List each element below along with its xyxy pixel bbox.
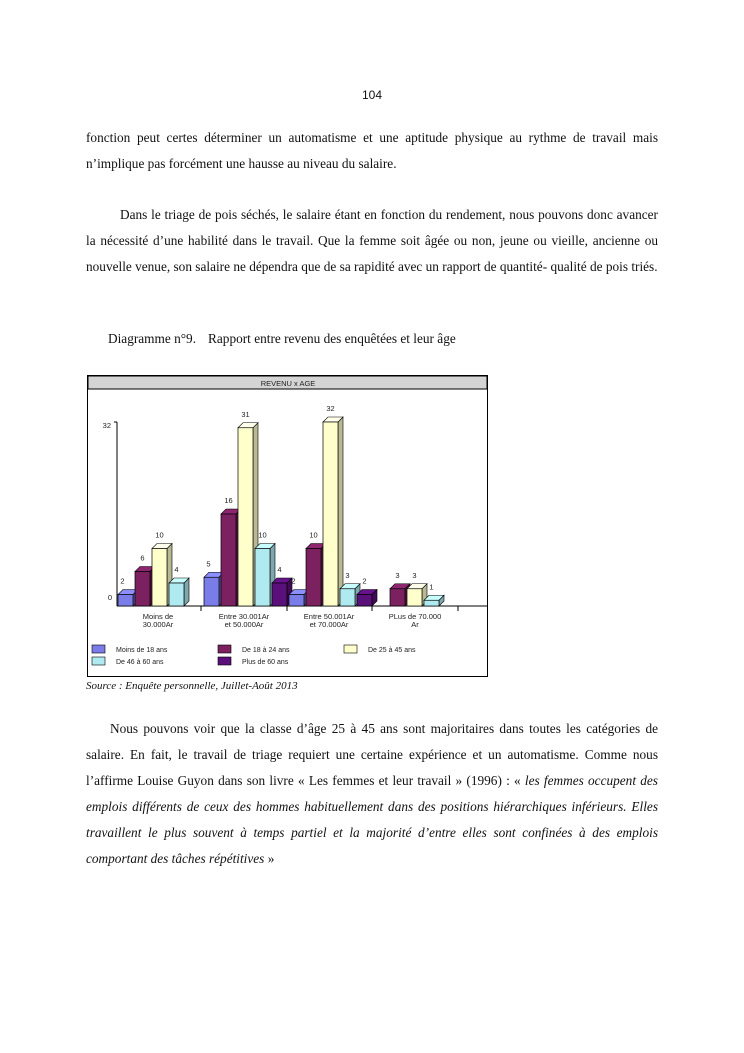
paragraph-3-text: Nous pouvons voir que la classe d’âge 25 à 45 ans sont majoritaires dans toutes les catégories de salaire. En fait, le travail de triage requiert une certaine expérience et un automatisme. Comme nous l’affirme Louise Guyon dans son livre « Les femmes et leur travail » (1996) : « xyxy=(86,721,658,788)
paragraph-2: Dans le triage de pois séchés, le salaire étant en fonction du rendement, nous pouvons donc avancer la nécessité d’une habilité dans le travail. Que la femme soit âgée ou non, jeune ou vieille, ancienne ou nouvelle venue, son salaire ne dépendra que de sa rapidité avec un rapport de quantité- qualité de pois triés. xyxy=(86,207,658,274)
bar-chart xyxy=(87,375,488,677)
bar xyxy=(424,600,439,606)
bar xyxy=(357,595,372,607)
bar xyxy=(323,422,338,606)
category-label: 30.000Ar xyxy=(142,620,174,629)
chart-title: REVENU x AGE xyxy=(260,379,316,388)
bar xyxy=(289,595,304,607)
legend-swatch xyxy=(344,645,357,653)
legend-label: Plus de 60 ans xyxy=(242,659,289,666)
bar-value-label: 2 xyxy=(362,576,367,586)
bar-value-label: 3 xyxy=(412,570,417,580)
quote-text: les femmes occupent des emplois différents de ceux des hommes habituellement dans des positions hiérarchiques inférieurs. Elles travaillent le plus souvent à temps partiel et la majorité d’entre elles sont confinées à des emplois comportant des tâches répétitives xyxy=(86,773,658,866)
y-tick-label-32: 32 xyxy=(102,421,111,430)
bar xyxy=(204,577,219,606)
legend-swatch xyxy=(218,645,231,653)
bar-value-label: 4 xyxy=(277,565,282,574)
bar xyxy=(221,514,236,606)
y-tick-label-0: 0 xyxy=(107,593,112,602)
category-label: et 70.000Ar xyxy=(309,620,349,629)
bar xyxy=(255,549,270,607)
bar xyxy=(340,589,355,606)
page-number: 104 xyxy=(361,88,383,102)
bar-value-label: 31 xyxy=(241,409,250,419)
bar xyxy=(238,428,253,606)
figure-source: Source : Enquête personnelle, Juillet-Août 2013 xyxy=(86,680,298,692)
category-label: Entre 30.001Ar xyxy=(218,612,270,621)
legend-swatch xyxy=(92,657,105,665)
bar xyxy=(118,595,133,607)
bar xyxy=(306,549,321,607)
bar-value-label: 5 xyxy=(206,559,211,569)
figure-caption-text: Rapport entre revenu des enquêtées et leur âge xyxy=(208,331,456,346)
bar-value-label: 32 xyxy=(326,404,335,413)
category-label: Ar xyxy=(411,620,419,629)
bar-side xyxy=(338,417,343,606)
bar xyxy=(407,589,422,606)
bar-value-label: 10 xyxy=(309,530,318,540)
bar-value-label: 2 xyxy=(120,576,125,586)
bar xyxy=(272,583,287,606)
figure-caption-label: Diagramme n°9. xyxy=(108,331,197,346)
paragraph-3-end: » xyxy=(267,851,275,866)
bar xyxy=(152,549,167,607)
bar-value-label: 16 xyxy=(224,496,233,505)
legend-label: Moins de 18 ans xyxy=(116,647,168,654)
bar-value-label: 1 xyxy=(429,582,434,592)
legend-swatch xyxy=(92,645,105,653)
bar-value-label: 4 xyxy=(174,565,179,574)
bar-value-label: 6 xyxy=(140,553,145,563)
bar xyxy=(135,572,150,607)
bar-value-label: 10 xyxy=(155,530,164,540)
bar-value-label: 3 xyxy=(395,570,400,580)
bar xyxy=(390,589,405,606)
figure-caption xyxy=(108,331,456,347)
legend-label: De 46 à 60 ans xyxy=(116,659,164,666)
bar-value-label: 10 xyxy=(258,530,267,540)
category-label: Entre 50.001Ar xyxy=(303,612,355,621)
category-label: et 50.000Ar xyxy=(224,620,264,629)
legend-label: De 18 à 24 ans xyxy=(242,647,290,654)
bar-value-label: 3 xyxy=(345,570,350,580)
category-label: PLus de 70.000 xyxy=(388,612,442,621)
legend-label: De 25 à 45 ans xyxy=(368,647,416,654)
paragraph-1: fonction peut certes déterminer un automatisme et une aptitude physique au rythme de travail mais n’implique pas forcément une hausse au niveau du salaire. xyxy=(86,130,658,171)
paragraph-3 xyxy=(86,716,658,872)
bar xyxy=(169,583,184,606)
legend-swatch xyxy=(218,657,231,665)
bar-value-label: 2 xyxy=(291,576,296,586)
category-label: Moins de xyxy=(142,612,174,621)
